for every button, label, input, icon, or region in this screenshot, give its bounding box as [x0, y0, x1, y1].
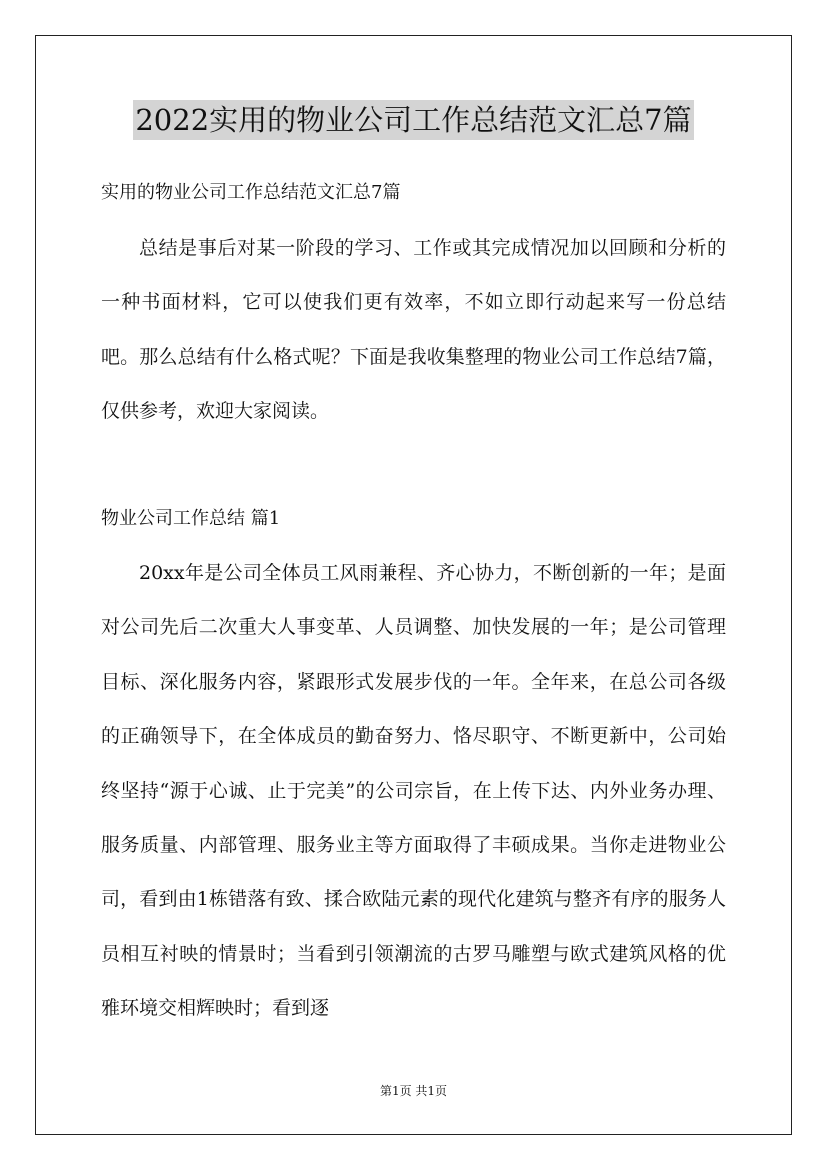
- document-subtitle: 实用的物业公司工作总结范文汇总7篇: [101, 182, 401, 203]
- intro-paragraph: 总结是事后对某一阶段的学习、工作或其完成情况加以回顾和分析的一种书面材料，它可以使我们更有效率，不如立即行动起来写一份总结吧。那么总结有什么格式呢？下面是我收集整理的物业公司工作总结7篇，仅供参考，欢迎大家阅读。: [101, 237, 726, 423]
- section-paragraph: 20xx年是公司全体员工风雨兼程、齐心协力，不断创新的一年；是面对公司先后二次重大人事变革、人员调整、加快发展的一年；是公司管理目标、深化服务内容，紧跟形式发展步伐的一年。全年来，在总公司各级的正确领导下，在全体成员的勤奋努力、恪尽职守、不断更新中，公司始终坚持“源于心诚、止于完美”的公司宗旨，在上传下达、内外业务办理、服务质量、内部管理、服务业主等方面取得了丰硕成果。当你走进物业公司，看到由1栋错落有致、揉合欧陆元素的现代化建筑与整齐有序的服务人员相互衬映的情景时；当看到引领潮流的古罗马雕塑与欧式建筑风格的优雅环境交相辉映时；看到逐: [101, 562, 726, 1020]
- section-heading: 物业公司工作总结 篇1: [101, 508, 281, 529]
- page-number-footer: 第1页 共1页: [379, 1084, 448, 1098]
- document-title: 2022实用的物业公司工作总结范文汇总7篇: [133, 100, 693, 140]
- title-container: [0, 100, 827, 140]
